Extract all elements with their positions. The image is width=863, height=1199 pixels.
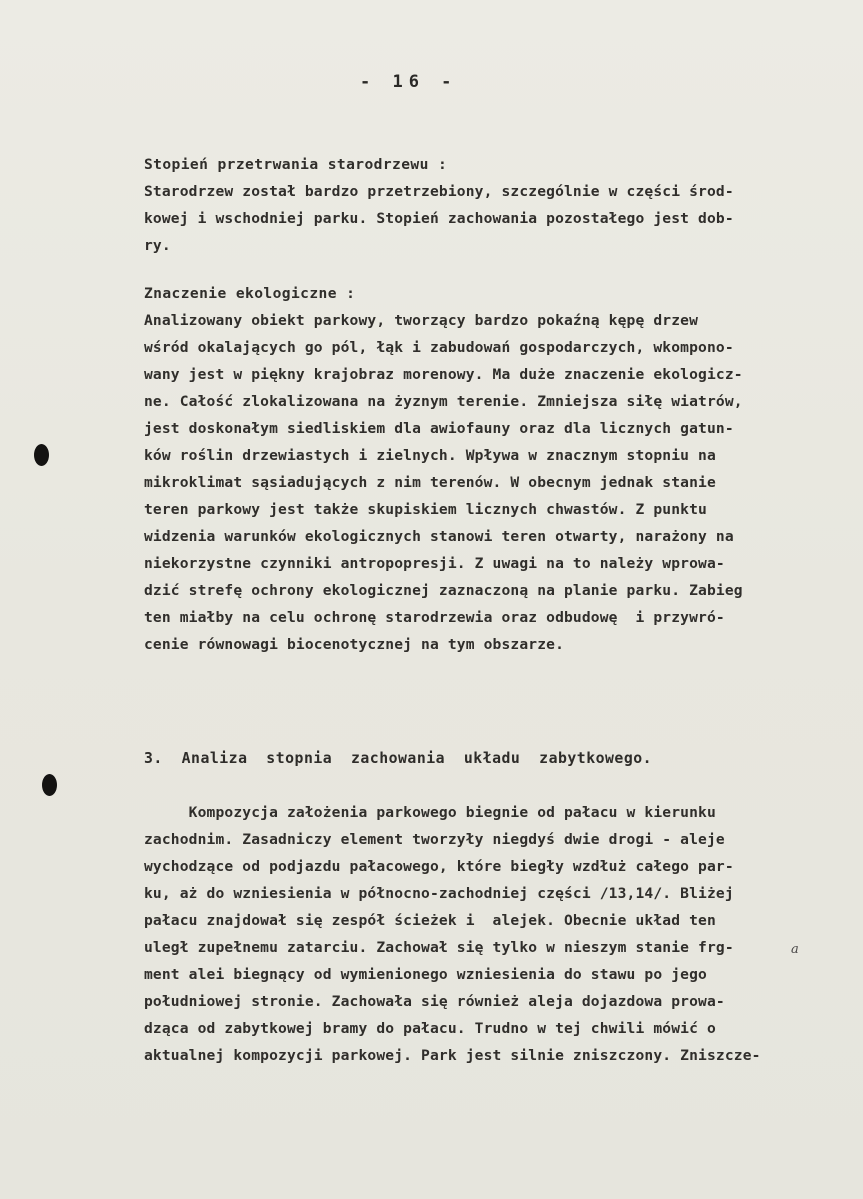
text-line: ten miałby na celu ochronę starodrzewia oraz odbudowę i przywró- xyxy=(144,609,725,626)
text-line: ry. xyxy=(144,237,171,254)
punch-hole-upper xyxy=(34,444,49,466)
punch-hole-lower xyxy=(42,774,57,796)
text-line: wany jest w piękny krajobraz morenowy. Ma duże znaczenie ekologicz- xyxy=(144,366,743,383)
text-line: zachodnim. Zasadniczy element tworzyły niegdyś dwie drogi - aleje xyxy=(144,831,725,848)
text-line: Starodrzew został bardzo przetrzebiony, szczególnie w części środ- xyxy=(144,183,734,200)
text-line: ne. Całość zlokalizowana na żyznym terenie. Zmniejsza siłę wiatrów, xyxy=(144,393,743,410)
text-line: dzić strefę ochrony ekologicznej zaznaczoną na planie parku. Zabieg xyxy=(144,582,743,599)
handwritten-correction: a xyxy=(791,942,799,957)
section-heading: 3. Analiza stopnia zachowania układu zabytkowego. xyxy=(144,750,653,767)
composition-section xyxy=(144,799,761,1069)
survival-section xyxy=(144,151,734,259)
text-line: teren parkowy jest także skupiskiem licznych chwastów. Z punktu xyxy=(144,501,707,518)
text-line: ment alei biegnący od wymienionego wzniesienia do stawu po jego xyxy=(144,966,707,983)
text-line: ku, aż do wzniesienia w północno-zachodniej części /13,14/. Bliżej xyxy=(144,885,734,902)
text-line: wychodzące od podjazdu pałacowego, które biegły wzdłuż całego par- xyxy=(144,858,734,875)
text-line: pałacu znajdował się zespół ścieżek i alejek. Obecnie układ ten xyxy=(144,912,716,929)
ecology-section xyxy=(144,280,743,658)
page-number: - 16 - xyxy=(360,72,458,92)
text-line: jest doskonałym siedliskiem dla awiofauny oraz dla licznych gatun- xyxy=(144,420,734,437)
text-line: Kompozycja założenia parkowego biegnie od pałacu w kierunku xyxy=(144,804,716,821)
text-line: widzenia warunków ekologicznych stanowi teren otwarty, narażony na xyxy=(144,528,734,545)
text-line: południowej stronie. Zachowała się również aleja dojazdowa prowa- xyxy=(144,993,725,1010)
text-line: Analizowany obiekt parkowy, tworzący bardzo pokaźną kępę drzew xyxy=(144,312,699,329)
text-line: uległ zupełnemu zatarciu. Zachował się tylko w nieszym stanie frg- xyxy=(144,939,734,956)
text-line: mikroklimat sąsiadujących z nim terenów. W obecnym jednak stanie xyxy=(144,474,716,491)
survival-label: Stopień przetrwania starodrzewu : xyxy=(144,156,448,173)
text-line: dząca od zabytkowej bramy do pałacu. Trudno w tej chwili mówić o xyxy=(144,1020,716,1037)
ecology-label: Znaczenie ekologiczne : xyxy=(144,285,356,302)
text-line: aktualnej kompozycji parkowej. Park jest silnie zniszczony. Zniszcze- xyxy=(144,1047,761,1064)
text-line: wśród okalających go pól, łąk i zabudowań gospodarczych, wkompono- xyxy=(144,339,734,356)
text-line: cenie równowagi biocenotycznej na tym obszarze. xyxy=(144,636,565,653)
text-line: niekorzystne czynniki antropopresji. Z uwagi na to należy wprowa- xyxy=(144,555,725,572)
text-line: kowej i wschodniej parku. Stopień zachowania pozostałego jest dob- xyxy=(144,210,734,227)
text-line: ków roślin drzewiastych i zielnych. Wpływa w znacznym stopniu na xyxy=(144,447,716,464)
